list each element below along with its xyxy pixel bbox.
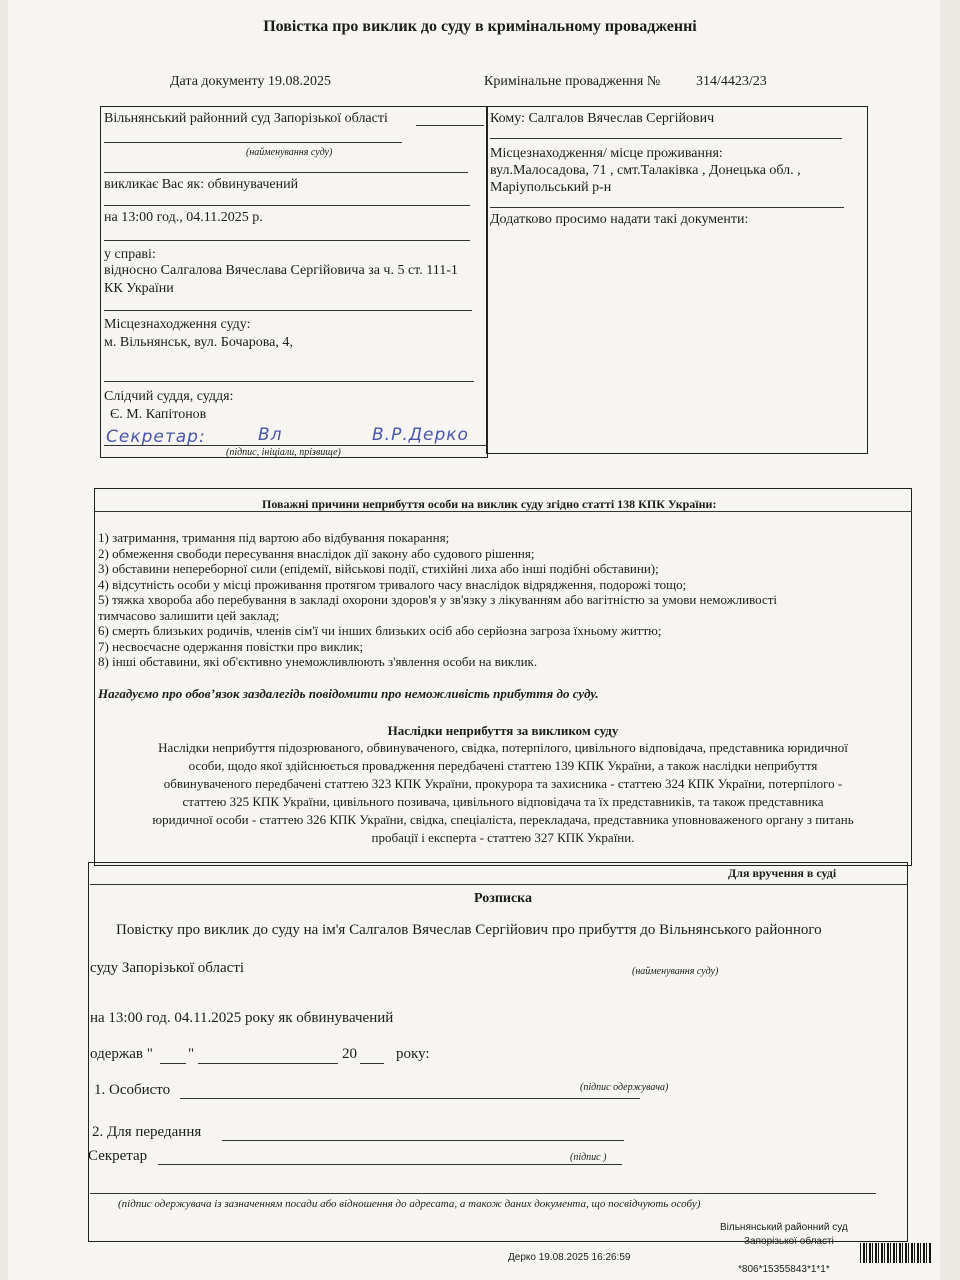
document-title: Повістка про виклик до суду в кримінальному провадженні: [263, 18, 697, 35]
reason-item: 3) обставини непереборної сили (епідемії, військові події, стихійні лиха або інші подібні обставини);: [98, 561, 659, 576]
consequences-title: Наслідки неприбуття за викликом суду: [387, 723, 619, 738]
consequences-line: статтею 325 КПК України, цивільного позивача, цивільного відповідача та їх представників, та також представника: [182, 794, 824, 809]
received-suffix: року:: [396, 1046, 430, 1062]
reason-item: тимчасово залишити цей заклад;: [98, 607, 280, 623]
transfer-label: 2. Для передання: [92, 1124, 202, 1140]
judge-name: Є. М. Капітонов: [110, 407, 207, 422]
reason-item: 1) затримання, тримання під вартою або відбування покарання;: [98, 530, 450, 545]
reason-item: 5) тяжка хвороба або перебування в закладі охорони здоров'я у зв'язку з лікуванням або вагітністю за умови неможливості: [98, 592, 778, 607]
print-stamp: Дерко 19.08.2025 16:26:59: [508, 1252, 631, 1263]
case-number: 314/4423/23: [696, 74, 767, 89]
hearing-datetime: на 13:00 год., 04.11.2025 р.: [104, 210, 263, 225]
court-name: Вільнянський районний суд Запорізької області: [104, 111, 388, 126]
judge-label: Слідчий суддя, суддя:: [104, 389, 234, 404]
secretary-handwritten-name: В.Р.Дерко: [372, 425, 469, 445]
case-description-line1: відносно Салгалова Вячеслава Сергійовича за ч. 5 ст. 111-1: [104, 263, 458, 278]
secretary-handwritten-label: Секретар:: [106, 427, 206, 447]
court-location-label: Місцезнаходження суду:: [104, 317, 251, 332]
receipt-bottom-caption: (підпис одержувача із зазначенням посади або відношення до адресата, а також даних документа, що посвідчують особу): [118, 1198, 701, 1210]
received-prefix: одержав ": [90, 1046, 153, 1062]
document-date: Дата документу 19.08.2025: [170, 74, 331, 89]
reason-item: 4) відсутність особи у місці проживання протягом тривалого часу внаслідок відрядження, подорожі тощо;: [98, 576, 687, 592]
footer-court-line2: Запорізької області: [744, 1236, 834, 1247]
case-description-line2: КК України: [104, 281, 174, 296]
recipient-signature-caption: (підпис одержувача): [580, 1082, 669, 1093]
consequences-text: [96, 739, 910, 847]
consequences-line: особи, щодо якої здійснюється провадження передбачені статтею 139 КПК України, а також наслідки неприбуття: [188, 758, 818, 773]
address-line1: вул.Малосадова, 71 , смт.Талаківка , Донецька обл. ,: [490, 163, 801, 178]
receipt-line1: Повістку про виклик до суду на ім'я Салгалов Вячеслав Сергійович про прибуття до Вільнянського районного: [116, 922, 822, 938]
receipt-line2: суду Запорізької області: [90, 960, 245, 976]
secretary-label: Секретар: [88, 1148, 148, 1164]
reason-item: 6) смерть близьких родичів, членів сім'ї чи інших близьких осіб або серйозна загроза їхньому життю;: [98, 623, 662, 638]
summon-role: викликає Вас як: обвинувачений: [104, 177, 299, 192]
reason-item: 2) обмеження свободи пересування внаслідок дії закону або судового рішення;: [98, 545, 535, 561]
court-caption: (найменування суду): [246, 147, 333, 158]
case-label: у справі:: [104, 247, 156, 262]
address-line2: Маріупольський р-н: [490, 180, 612, 195]
consequences-line: Наслідки неприбуття підозрюваного, обвинуваченого, свідка, потерпілого, цивільного відповідача, представника юридичної: [158, 740, 848, 755]
receipt-box: [88, 862, 908, 1242]
consequences-line: юридичної особи - статтею 326 КПК України, свідка, спеціаліста, перекладача, представника уповноваженого органу з питань: [152, 812, 854, 827]
reason-item: 7) несвоєчасне одержання повістки про виклик;: [98, 638, 364, 654]
consequences-line: пробації і експерта - статтею 327 КПК України.: [371, 830, 635, 845]
receipt-court-caption: (найменування суду): [632, 966, 719, 977]
secretary-signature-caption: (підпис ): [570, 1152, 607, 1163]
receipt-datetime: на 13:00 год. 04.11.2025 року як обвинувачений: [90, 1010, 394, 1026]
received-quote: ": [188, 1046, 195, 1062]
documents-label: Додатково просимо надати такі документи:: [490, 212, 749, 227]
reasons-title: Поважні причини неприбуття особи на виклик суду згідно статті 138 КПК України:: [262, 497, 717, 511]
for-court-label: Для вручення в суді: [728, 866, 837, 880]
recipient: Кому: Салгалов Вячеслав Сергійович: [490, 111, 715, 126]
consequences-line: обвинуваченого передбачені статтею 323 КПК України, прокурора та захисника - статтею 324 КПК України, потерпілого -: [163, 776, 843, 791]
court-location: м. Вільнянськ, вул. Бочарова, 4,: [104, 335, 293, 350]
personal-label: 1. Особисто: [94, 1082, 171, 1098]
footer-court-line1: Вільнянський районний суд: [720, 1222, 848, 1233]
address-label: Місцезнаходження/ місце проживання:: [490, 146, 723, 161]
barcode-text: *806*15355843*1*1*: [738, 1264, 830, 1275]
reasons-list: [98, 530, 777, 670]
signature-caption: (підпис, ініціали, прізвище): [226, 447, 341, 458]
reason-item: 8) інші обставини, які об'єктивно унеможливлюють з'явлення особи на виклик.: [98, 654, 538, 669]
reminder-note: Нагадуємо про обов’язок заздалегідь повідомити про неможливість прибуття до суду.: [98, 686, 599, 701]
barcode: [860, 1243, 932, 1263]
received-year: 20: [342, 1046, 357, 1062]
secretary-signature: Вл: [258, 425, 283, 445]
receipt-title: Розписка: [473, 891, 533, 906]
case-number-label: Кримінальне провадження №: [484, 74, 661, 89]
